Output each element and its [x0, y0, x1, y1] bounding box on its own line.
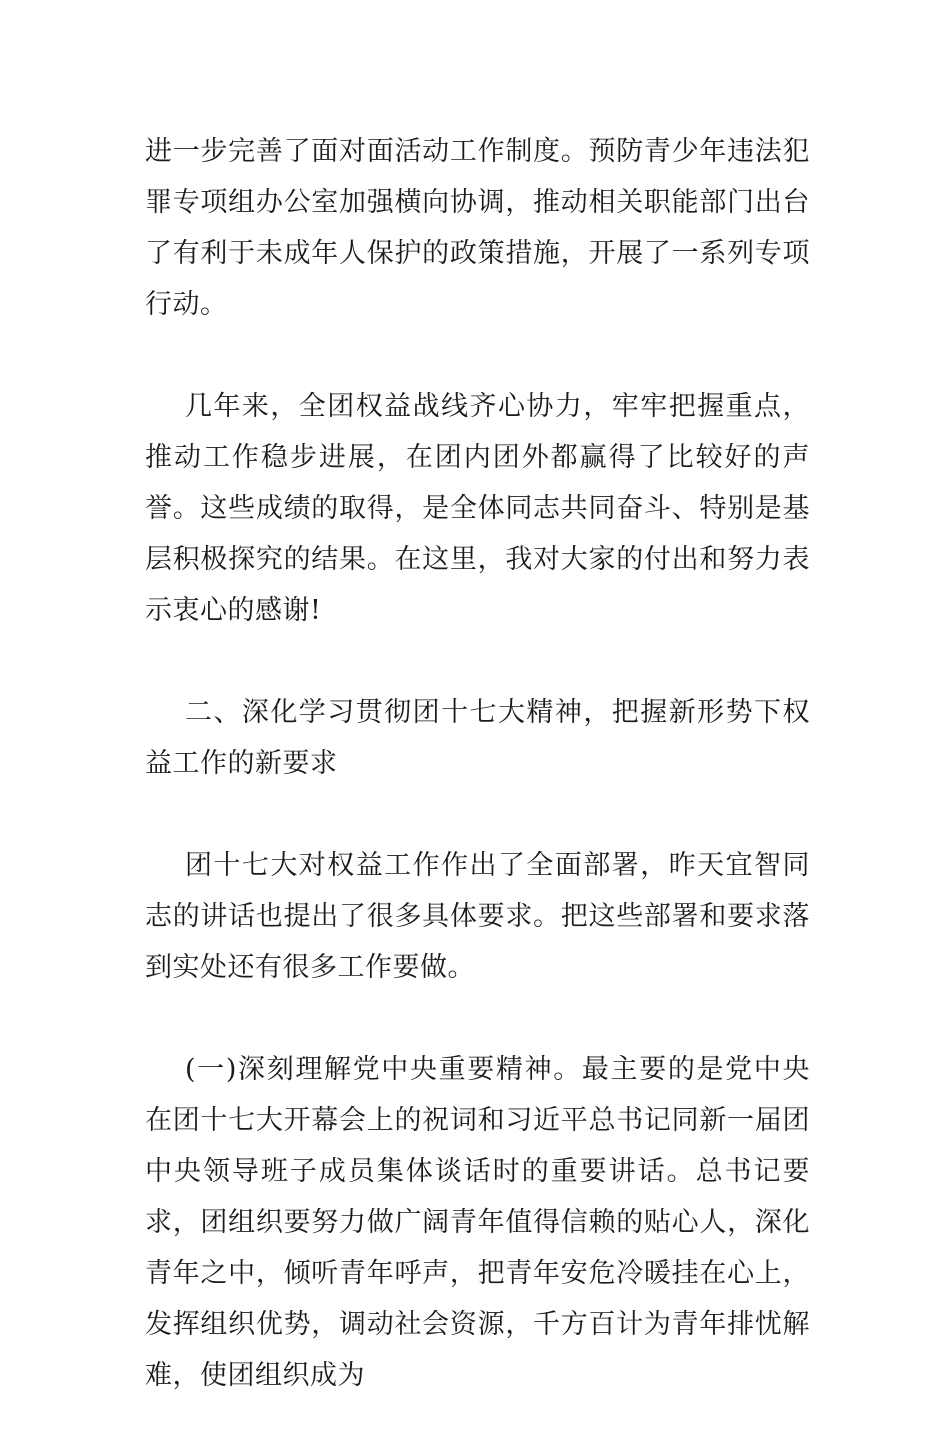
paragraph-2: 几年来，全团权益战线齐心协力，牢牢把握重点，推动工作稳步进展，在团内团外都赢得了比较好的声誉。这些成绩的取得，是全体同志共同奋斗、特别是基层积极探究的结果。在这里，我对大家的付出和努力表示衷心的感谢! [145, 391, 810, 626]
paragraph-1: 进一步完善了面对面活动工作制度。预防青少年违法犯罪专项组办公室加强横向协调，推动相关职能部门出台了有利于未成年人保护的政策措施，开展了一系列专项行动。 [145, 136, 810, 320]
paragraph-3: 团十七大对权益工作作出了全面部署，昨天宜智同志的讲话也提出了很多具体要求。把这些部署和要求落到实处还有很多工作要做。 [145, 850, 810, 983]
paragraph-4: (一)深刻理解党中央重要精神。最主要的是党中央在团十七大开幕会上的祝词和习近平总书记同新一届团中央领导班子成员集体谈话时的重要讲话。总书记要求，团组织要努力做广阔青年值得信赖的贴心人，深化青年之中，倾听青年呼声，把青年安危冷暖挂在心上，发挥组织优势，调动社会资源，千方百计为青年排忧解难，使团组织成为 [145, 1054, 810, 1391]
section-heading: 二、深化学习贯彻团十七大精神，把握新形势下权益工作的新要求 [145, 697, 810, 779]
document-body [145, 126, 810, 1452]
